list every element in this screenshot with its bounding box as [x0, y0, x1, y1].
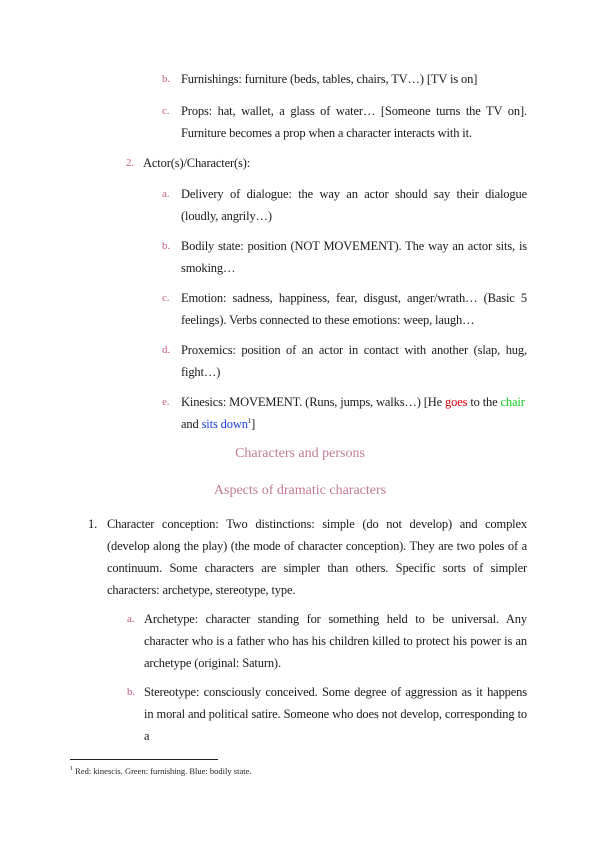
kinesics-blue-word: sits down: [201, 417, 248, 431]
list-item-text: Bodily state: position (NOT MOVEMENT). The way an actor sits, is smoking…: [181, 239, 527, 275]
list-item-stereotype: [127, 681, 527, 747]
list-marker: a.: [162, 188, 170, 200]
list-item-props: [162, 100, 527, 144]
kinesics-text-3: and: [181, 417, 202, 431]
footnote-separator: [70, 759, 218, 760]
footnote-text: Red: kinescis. Green: furnishing. Blue: bodily state.: [75, 766, 252, 776]
list-item-archetype: [127, 608, 527, 674]
list-item-text: Emotion: sadness, happiness, fear, disgust, anger/wrath… (Basic 5 feelings). Verbs connected to these emotions: weep, laugh…: [181, 291, 527, 327]
list-item-emotion: [162, 287, 527, 331]
footnote: [70, 766, 251, 776]
list-item-text: Delivery of dialogue: the way an actor should say their dialogue (loudly, angrily…): [181, 187, 527, 223]
kinesics-text-1: Kinesics: MOVEMENT. (Runs, jumps, walks…) [He: [181, 395, 446, 409]
list-item-text: Actor(s)/Character(s):: [143, 156, 251, 170]
list-marker: b.: [162, 73, 170, 85]
list-item-text: Props: hat, wallet, a glass of water… [Someone turns the TV on]. Furniture becomes a prop when a character interacts with it.: [181, 104, 527, 140]
list-marker: 2.: [126, 157, 134, 169]
list-item-furnishings: [162, 68, 527, 90]
list-marker: b.: [162, 240, 170, 252]
footnote-reference[interactable]: 1: [247, 416, 252, 425]
kinesics-text-2: to the: [467, 395, 501, 409]
list-item-delivery: [162, 183, 527, 227]
kinesics-green-word: chair: [500, 395, 525, 409]
list-item-kinesics: [162, 391, 527, 435]
list-item-text: Stereotype: consciously conceived. Some degree of aggression as it happens in moral and political satire. Someone who does not develop, corresponding to a: [144, 685, 527, 743]
list-item-proxemics: [162, 339, 527, 383]
list-item-text: Archetype: character standing for something held to be universal. Any character who is a father who has his children killed to protect his power is an archetype (original: Saturn).: [144, 612, 527, 670]
list-marker: e.: [162, 396, 170, 408]
list-item-conception: [88, 513, 527, 601]
section-heading: Characters and persons: [235, 446, 365, 461]
list-marker: b.: [127, 686, 135, 698]
kinesics-text-4: ]: [251, 417, 256, 431]
list-item-actors: [126, 152, 527, 174]
list-item-text: Furnishings: furniture (beds, tables, chairs, TV…) [TV is on]: [181, 72, 478, 86]
subsection-heading: Aspects of dramatic characters: [213, 483, 387, 498]
list-marker: a.: [127, 613, 135, 625]
list-marker: d.: [162, 344, 170, 356]
footnote-number: 1: [70, 766, 73, 773]
list-marker: 1.: [88, 517, 98, 531]
list-item-bodily-state: [162, 235, 527, 279]
list-item-text: Proxemics: position of an actor in contact with another (slap, hug, fight…): [181, 343, 527, 379]
list-marker: c.: [162, 292, 170, 304]
list-marker: c.: [162, 105, 170, 117]
kinesics-red-word: goes: [445, 395, 468, 409]
list-item-text: Character conception: Two distinctions: simple (do not develop) and complex (develop along the play) (the mode of character conception). They are two poles of a continuum. Some characters are simpler than others. Specific sorts of simpler characters: archetype, stereotype, type.: [107, 517, 527, 597]
